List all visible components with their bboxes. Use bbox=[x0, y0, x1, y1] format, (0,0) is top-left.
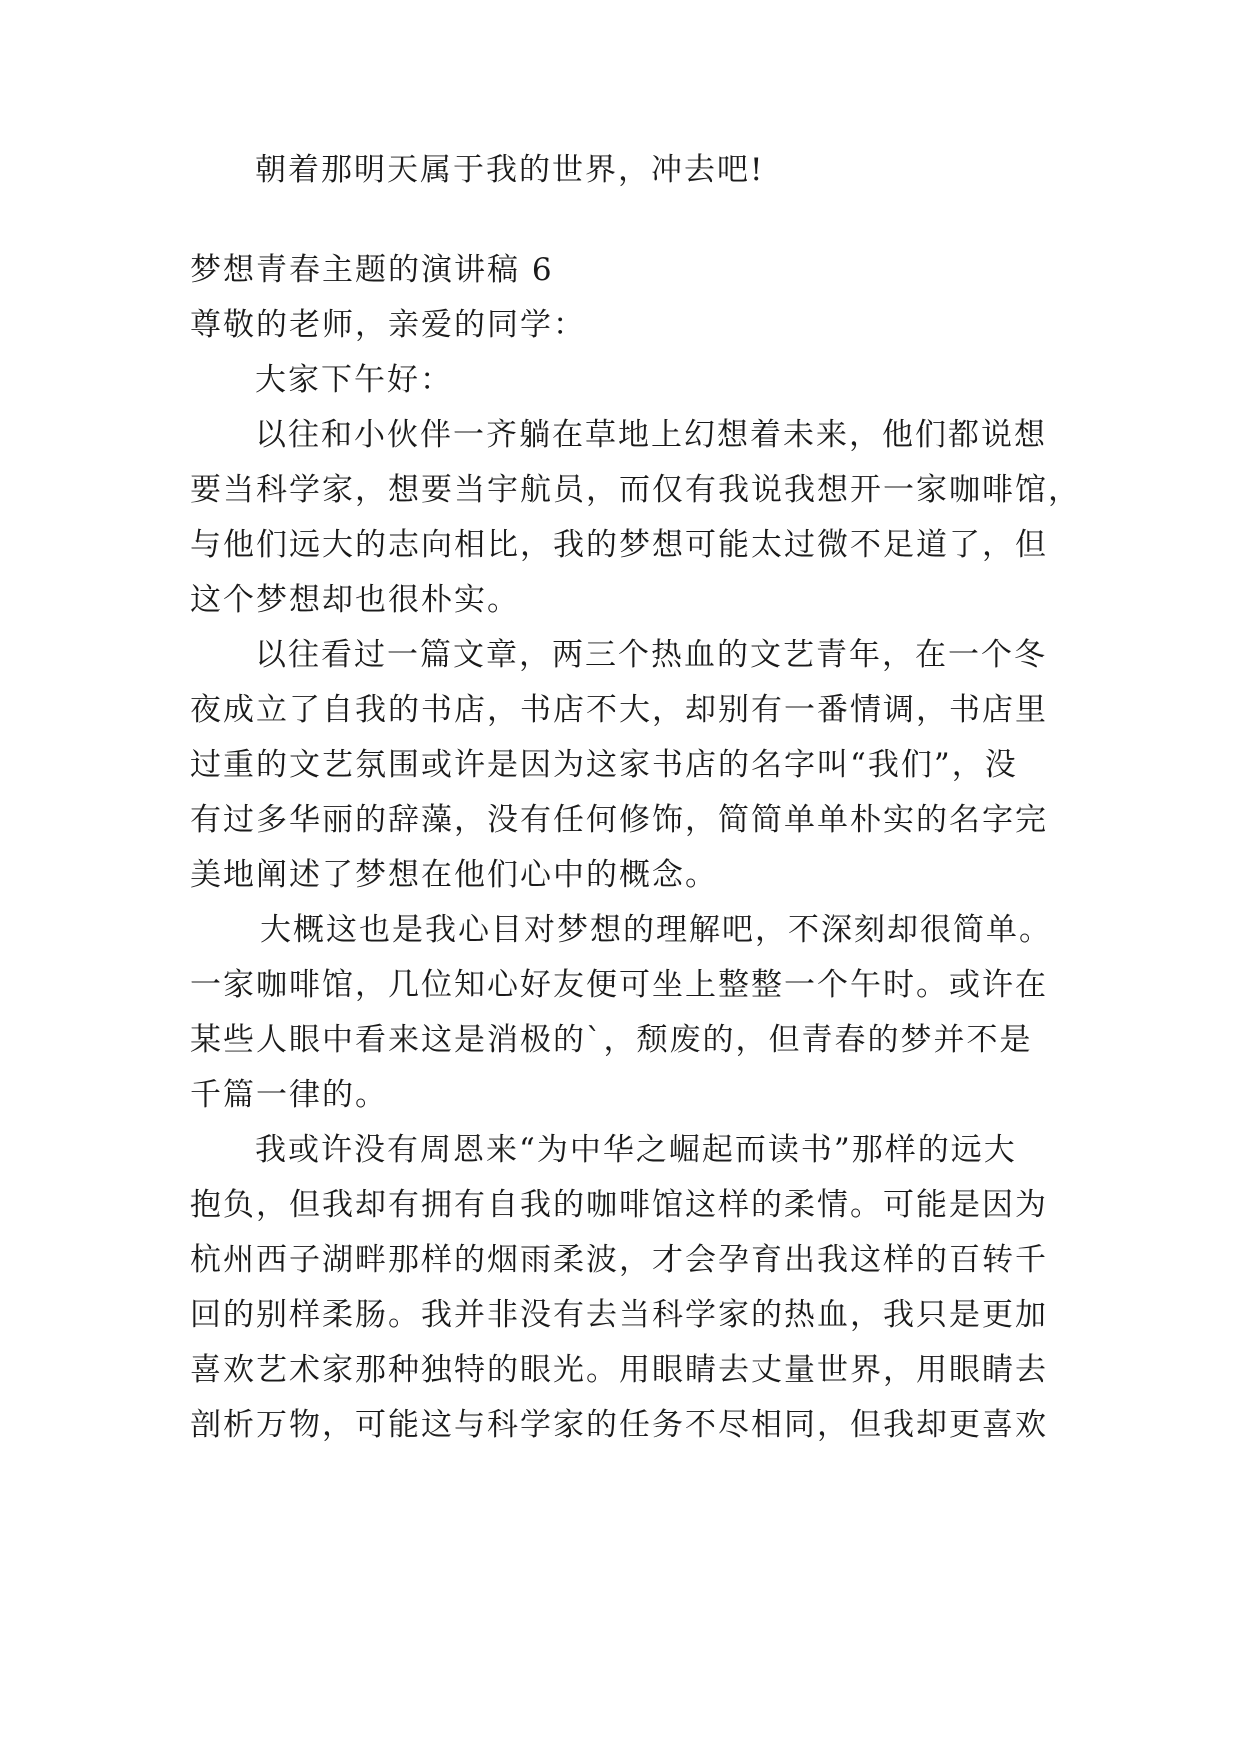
paragraph-line: 夜成立了自我的书店，书店不大，却别有一番情调，书店里 bbox=[190, 692, 1048, 728]
paragraph-line: 以往看过一篇文章，两三个热血的文艺青年，在一个冬 bbox=[255, 637, 1047, 673]
paragraph-line: 大概这也是我心目对梦想的理解吧，不深刻却很简单。 bbox=[260, 912, 1052, 948]
paragraph-line: 我或许没有周恩来“为中华之崛起而读书”那样的远大 bbox=[255, 1132, 1017, 1168]
paragraph-line: 回的别样柔肠。我并非没有去当科学家的热血，我只是更加 bbox=[190, 1297, 1048, 1333]
paragraph-line: 剖析万物，可能这与科学家的任务不尽相同，但我却更喜欢 bbox=[190, 1407, 1048, 1443]
salutation: 尊敬的老师，亲爱的同学： bbox=[190, 307, 586, 343]
paragraph-line: 这个梦想却也很朴实。 bbox=[190, 582, 520, 618]
paragraph-line: 一家咖啡馆，几位知心好友便可坐上整整一个午时。或许在 bbox=[190, 967, 1048, 1003]
paragraph-line: 喜欢艺术家那种独特的眼光。用眼睛去丈量世界，用眼睛去 bbox=[190, 1352, 1048, 1388]
paragraph-line: 要当科学家，想要当宇航员，而仅有我说我想开一家咖啡馆， bbox=[190, 472, 1081, 508]
paragraph-line: 以往和小伙伴一齐躺在草地上幻想着未来，他们都说想 bbox=[255, 417, 1047, 453]
paragraph-line: 千篇一律的。 bbox=[190, 1077, 388, 1113]
speech-heading: 梦想青春主题的演讲稿 6 bbox=[190, 252, 554, 288]
paragraph-line: 抱负，但我却有拥有自我的咖啡馆这样的柔情。可能是因为 bbox=[190, 1187, 1048, 1223]
paragraph-line: 美地阐述了梦想在他们心中的概念。 bbox=[190, 857, 718, 893]
paragraph-line: 某些人眼中看来这是消极的`，颓废的，但青春的梦并不是 bbox=[190, 1022, 1033, 1058]
greeting: 大家下午好： bbox=[255, 362, 453, 398]
closing-line: 朝着那明天属于我的世界，冲去吧! bbox=[255, 152, 765, 188]
paragraph-line: 有过多华丽的辞藻，没有任何修饰，简简单单朴实的名字完 bbox=[190, 802, 1048, 838]
paragraph-line: 与他们远大的志向相比，我的梦想可能太过微不足道了，但 bbox=[190, 527, 1048, 563]
paragraph-line: 杭州西子湖畔那样的烟雨柔波，才会孕育出我这样的百转千 bbox=[190, 1242, 1048, 1278]
paragraph-line: 过重的文艺氛围或许是因为这家书店的名字叫“我们”，没 bbox=[190, 747, 1018, 783]
